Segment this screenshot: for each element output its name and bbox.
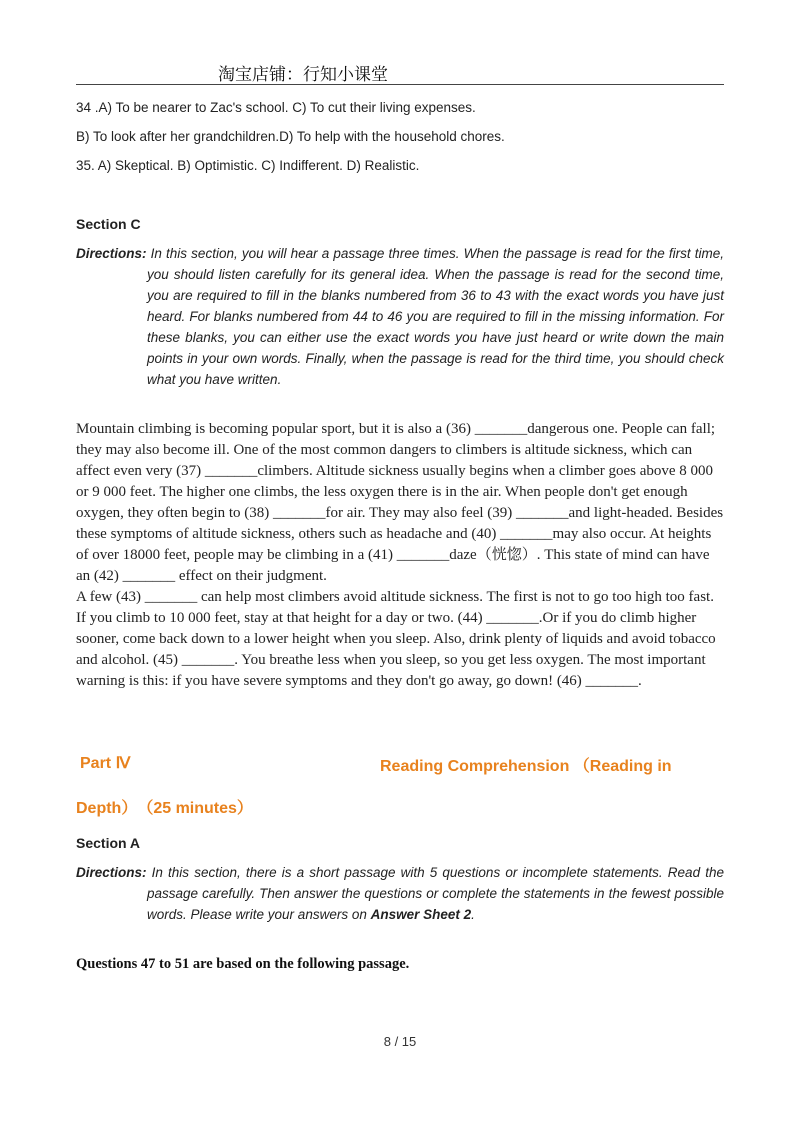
section-a-heading: Section A — [76, 835, 141, 851]
part-iv-title-line-2: Depth） （25 minutes） — [76, 800, 253, 817]
page-number: 8 / 15 — [383, 1034, 417, 1049]
question-34-options-line-1: 34 .A) To be nearer to Zac's school. C) To cut their living expenses. — [76, 100, 476, 115]
section-a-directions-text: In this section, there is a short passage with 5 questions or incomplete statements. Read the passage carefully. Then answer the questions or complete the statements in the fewest possible words. Please write your answers on — [147, 865, 724, 922]
part-iv-title-line-1: Reading Comprehension （Reading in — [380, 758, 672, 775]
passage-paragraph-2: A few (43) _______ can help most climbers avoid altitude sickness. The first is not to go too high too fast. If you climb to 10 000 feet, stay at that height for a day or two. (44) _______.Or if you do climb higher sooner, come back down to a lower height when you sleep. Also, drink plenty of liquids and avoid tobacco and alcohol. (45) _______. You breathe less when you sleep, so you get less oxygen. The most important warning is this: if you have severe symptoms and they don't go away, go down! (46) _______. — [76, 589, 716, 689]
question-35-options: 35. A) Skeptical. B) Optimistic. C) Indifferent. D) Realistic. — [76, 158, 420, 173]
answer-sheet-reference: Answer Sheet 2 — [370, 907, 472, 922]
section-c-directions — [76, 243, 724, 390]
shop-header-title: 淘宝店铺：行知小课堂 — [218, 65, 388, 85]
directions-label: Directions: — [76, 246, 147, 261]
passage-paragraph-1: Mountain climbing is becoming popular sport, but it is also a (36) _______dangerous one. People can fall; they may also become ill. One of the most common dangers to climbers is altitude sickness, which can affect even very (37) _______climbers. Altitude sickness usually begins when a climber goes above 8 000 or 9 000 feet. The higher one climbs, the less oxygen there is in the air. When people don't get enough oxygen, they often begin to (38) _______for air. They may also feel (39) _______and light-headed. Besides these symptoms of altitude sickness, others such as headache and (40) _______may also occur. At heights of over 18000 feet, people may be climbing in a (41) _______daze（恍惚）. This state of mind can have an (42) _______ effect on their judgment. — [76, 421, 724, 584]
question-34-options-line-2: B) To look after her grandchildren.D) To help with the household chores. — [76, 129, 505, 144]
directions-label: Directions: — [76, 865, 147, 880]
listening-passage — [76, 419, 724, 692]
section-a-directions — [76, 862, 724, 925]
questions-intro: Questions 47 to 51 are based on the following passage. — [76, 956, 410, 972]
section-a-directions-end: . — [471, 907, 475, 922]
part-iv-label: Part Ⅳ — [80, 755, 131, 772]
section-c-heading: Section C — [76, 216, 141, 232]
header-divider — [76, 84, 724, 85]
section-c-directions-text: In this section, you will hear a passage three times. When the passage is read for the first time, you should listen carefully for its general idea. When the passage is read for the second time, you are required to fill in the blanks numbered from 36 to 43 with the exact words you have just heard. For blanks numbered from 44 to 46 you are required to fill in the missing information. For these blanks, you can either use the exact words you have just heard or write down the main points in your own words. Finally, when the passage is read for the third time, you should check what you have written. — [147, 246, 724, 387]
